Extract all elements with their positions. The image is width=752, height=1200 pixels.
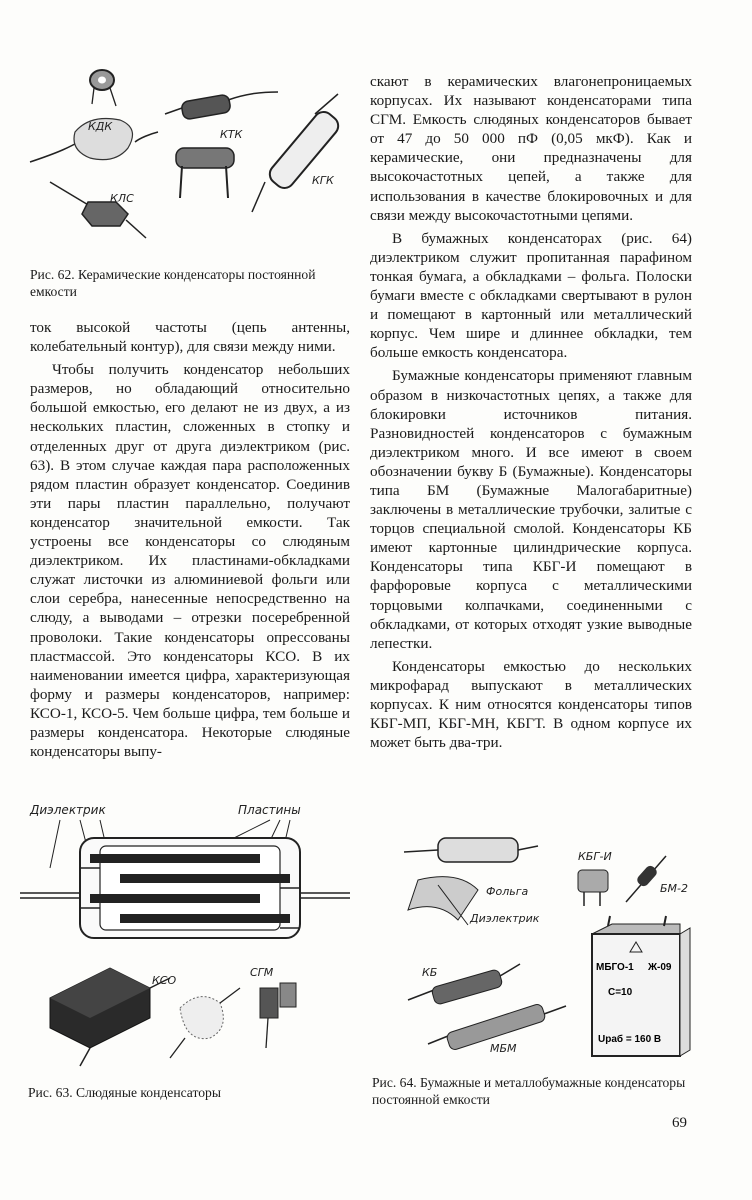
right-paragraph-3: Бумажные конденсаторы применяют главным образом в низкочастотных цепях, а также для блокировки источников питания. Разновидностей конденсаторов с бумажным диэлектриком много. И все имеют в своем обозначении букву Б (Бумажные). Конденсаторы типа БМ (Бумажные Малогабаритные) заключены в металлические трубочки, залитые с торцов специальной смолой. Конденсаторы КБ имеют картонные цилиндрические корпуса. Конденсаторы типа КБГ-И помещают в фарфоровые корпуса с металлическими торцовыми колпачками, соединенными с обкладками, от которых отходят узкие выводные лепестки. — [370, 367, 692, 652]
fig64-dielectric-label: Диэлектрик — [470, 912, 540, 925]
foil-label: Фольга — [486, 885, 529, 898]
left-paragraph-1: ток высокой частоты (цепь антенны, колебательный контур), для связи между ними. — [30, 319, 350, 356]
kdk-label: КДК — [88, 120, 113, 133]
figure-64-caption — [372, 1074, 694, 1108]
ktk-label: КТК — [220, 128, 243, 141]
left-column — [30, 318, 350, 761]
can-code: Ж-09 — [648, 962, 672, 973]
can-capacitance: С=10 — [608, 987, 633, 998]
kdk-capacitor-drawing — [30, 70, 158, 162]
right-paragraph-4: Конденсаторы емкостью до нескольких микрофарад выпускают в металлических корпусах. К ним относятся конденсаторы типов КБГ-МП, КБГ-МН, КБГТ. В одном корпусе их может быть два-три. — [370, 657, 692, 752]
figure-64-caption-text: Рис. 64. Бумажные и металлобумажные конденсаторы постоянной емкости — [372, 1075, 686, 1107]
figure-63-caption — [28, 1084, 348, 1101]
ktk-capacitor-drawing — [165, 92, 278, 120]
bm2-label: БМ-2 — [660, 882, 689, 895]
ktk-legs-capacitor-drawing — [176, 148, 234, 198]
bm2-capacitor-drawing — [626, 856, 666, 902]
kls-capacitor-drawing — [50, 182, 146, 238]
can-type: МБГО-1 — [596, 962, 634, 973]
figure-64 — [398, 830, 698, 1060]
figure-63 — [20, 798, 350, 1068]
kso-label: КСО — [152, 974, 177, 987]
plates-label: Пластины — [238, 803, 301, 817]
right-paragraph-1: скают в керамических влагонепроницаемых корпусах. Их называют конденсаторами типа СГМ. Емкость слюдяных конденсаторов бывает от 47 до 50 000 пФ (0,05 мкФ). Как и керамические, они предназначены для высокочастотных цепей, а также для использования в качестве блокировочных и для связи между высокочастотными цепями. — [370, 73, 692, 224]
kls-label: КЛС — [110, 192, 134, 205]
mica-stack-drawing — [20, 838, 350, 938]
dielectric-label: Диэлектрик — [30, 803, 106, 817]
kb-label: КБ — [422, 966, 438, 979]
kgk-capacitor-drawing — [252, 94, 342, 212]
figure-63-caption-text: Рис. 63. Слюдяные конденсаторы — [28, 1085, 221, 1100]
page-number: 69 — [672, 1115, 687, 1131]
figure-62 — [20, 62, 350, 262]
can-voltage: Uраб = 160 В — [598, 1034, 662, 1045]
left-paragraph-2: Чтобы получить конденсатор небольших размеров, но обладающий относительно большой емкостью, его делают не из двух, а из нескольких пластин, сложенных в стопку и отделенных друг от друга диэлектриком (рис. 63). В этом случае каждая пара расположенных рядом пластин образует конденсатор. Соединив эти пары пластин параллельно, получают конденсатор значительной емкости. Так устроены все конденсаторы со слюдяным диэлектриком. Их пластинами-обкладками служат листочки из алюминиевой фольги или слои серебра, нанесенные непосредственно на слюду, а выводами – отрезки посеребренной проволоки. Такие конденсаторы опрессованы пластмассой. Это конденсаторы КСО. В их наименовании имеется цифра, характеризующая форму и размеры конденсаторов, например: КСО-1, КСО-5. Чем больше цифра, тем больше и размеры конденсатора. Некоторые слюдяные конденсаторы выпу- — [30, 361, 350, 761]
figure-62-caption-text: Рис. 62. Керамические конденсаторы постоянной емкости — [30, 267, 316, 299]
kso-capacitor-drawing — [50, 968, 240, 1066]
metal-can-capacitor-drawing — [592, 916, 690, 1056]
kbg-i-capacitor-drawing — [578, 870, 608, 906]
sgm-capacitor-drawing — [260, 983, 296, 1048]
kbg-i-label: КБГ-И — [578, 850, 612, 863]
mbm-label: МБМ — [490, 1042, 517, 1055]
sgm-label: СГМ — [250, 966, 274, 979]
right-paragraph-2: В бумажных конденсаторах (рис. 64) диэлектриком служит пропитанная парафином тонкая бумага, а обкладками – фольга. Полоски бумаги вместе с обкладками свертывают в рулон и помещают в картонный или металлический корпус. Чем шире и длиннее обкладки, тем больше емкость конденсатора. — [370, 229, 692, 362]
figure-62-caption — [30, 266, 348, 300]
kgk-label: КГК — [312, 174, 334, 187]
right-column — [370, 72, 692, 752]
